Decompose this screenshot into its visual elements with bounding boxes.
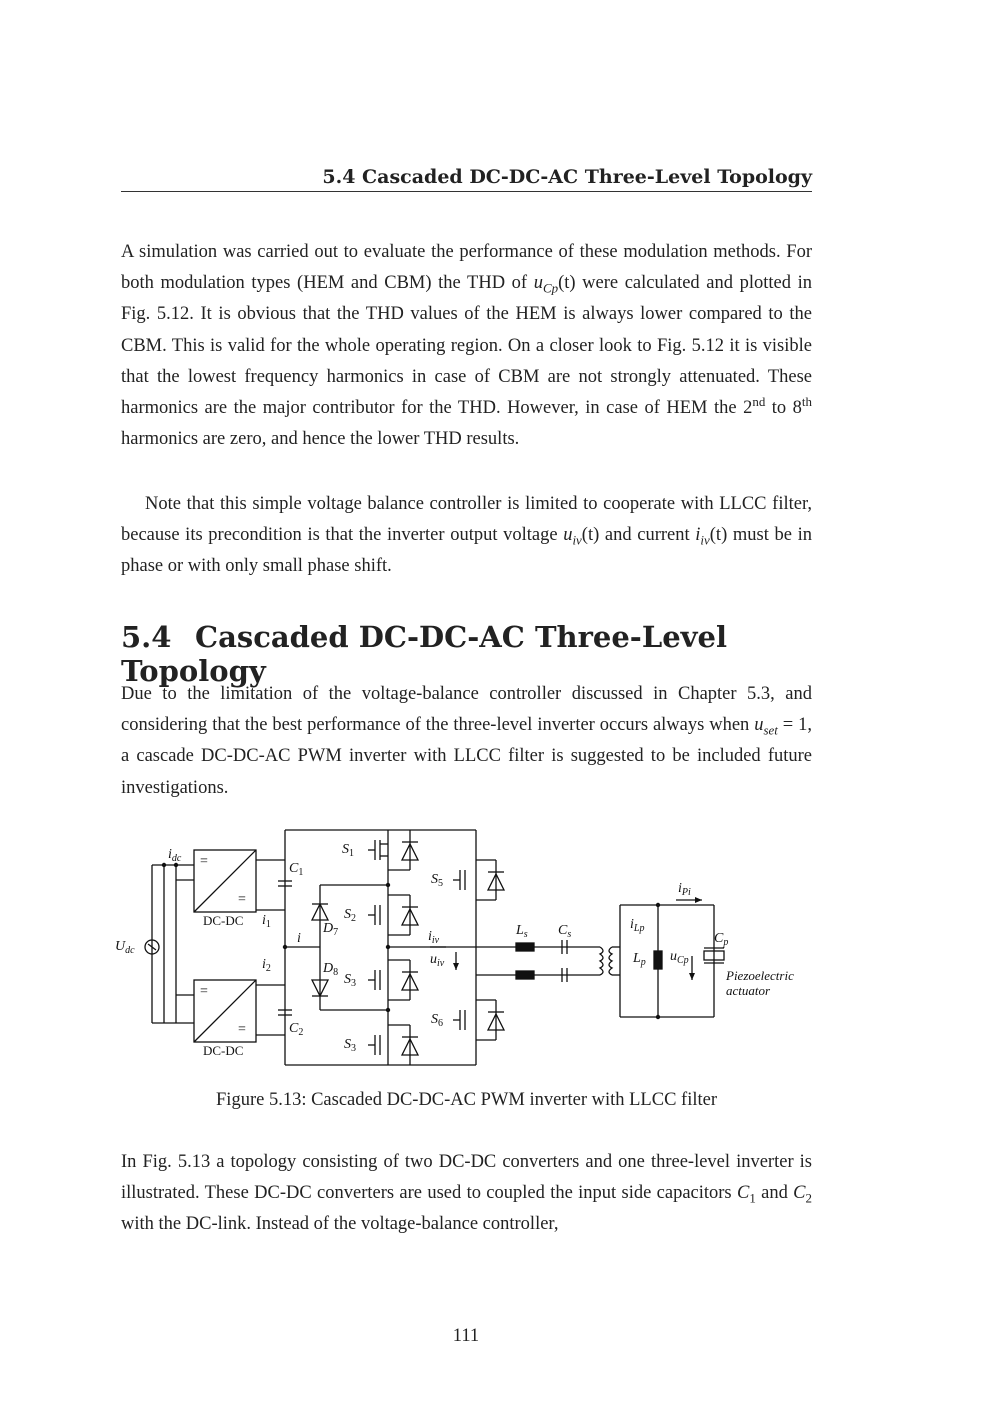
para4-text-4: with the DC-link. Instead of the voltage-balance controller, — [121, 1214, 559, 1235]
label-c2: $C_2$ — [289, 1021, 304, 1038]
section-heading — [121, 620, 821, 688]
para3-text-2: , and considering that the best performance of the three-level inverter occurs always when — [121, 684, 812, 736]
para2-text-3: must be in phase or with only small phase shift. — [121, 525, 812, 577]
math-u: u — [533, 273, 543, 294]
header-rule — [121, 191, 812, 192]
math-sub-iv: iv — [700, 532, 710, 548]
paragraph-cascade-intro — [121, 679, 812, 804]
label-s1: $S_1$ — [342, 842, 354, 859]
label-i: i — [297, 931, 301, 946]
label-d7: $D_7$ — [323, 921, 339, 938]
label-eq-bottom-1: = — [200, 984, 208, 999]
para1-text-1: A simulation was carried out to evaluate the performance of these modulation methods. For both modulation types (HEM and CBM) the THD of — [121, 242, 812, 294]
label-i2: $i_2$ — [262, 957, 271, 974]
label-dcdc-top: DC-DC — [203, 913, 244, 928]
chapter-ref-5-3[interactable]: 5.3 — [747, 684, 771, 704]
label-ipi: $i_{Pi}$ — [678, 881, 691, 898]
math-i: i — [695, 525, 701, 546]
para2-text-2: and current — [599, 525, 696, 546]
label-eq-bottom-2: = — [238, 1022, 246, 1037]
para1-text-5: to 8 — [765, 398, 802, 419]
label-s5: $S_5$ — [431, 872, 443, 889]
paragraph-thd-simulation — [121, 237, 812, 455]
superscript-th: th — [801, 393, 812, 409]
label-idc: $i_{dc}$ — [168, 847, 182, 864]
figure-ref-5-12-second[interactable]: 5.12 — [691, 335, 724, 356]
label-eq-top-1: = — [200, 854, 208, 869]
label-cs: $C_s$ — [558, 923, 572, 940]
math-arg: (t) — [709, 525, 728, 546]
math-c: C — [793, 1183, 806, 1204]
para1-text-6: harmonics are zero, and hence the lower THD results. — [121, 429, 520, 450]
figure-caption: Figure 5.13: Cascaded DC-DC-AC PWM inverter with LLCC filter — [216, 1090, 717, 1110]
para2-text-1: Note that this simple voltage balance controller is limited to cooperate with LLCC filter, because its precondition is that the inverter output voltage — [121, 494, 812, 546]
label-uiv: $u_{iv}$ — [430, 952, 445, 969]
label-s3-lower: $S_3$ — [344, 1037, 356, 1054]
math-sub-cp: Cp — [542, 280, 559, 296]
math-arg: (t) — [581, 525, 600, 546]
para4-text-2: a topology consisting of two DC-DC converters and one three-level inverter is illustrated. These DC-DC converters are used to coupled the input side capacitors — [121, 1152, 813, 1204]
math-sub-iv: iv — [572, 532, 582, 548]
para3-text-1: Due to the limitation of the voltage-balance controller discussed in Chapter — [121, 684, 748, 704]
para4-text-1: In Fig. — [121, 1152, 178, 1172]
label-ucp: $u_{Cp}$ — [670, 949, 689, 966]
label-udc: $U_{dc}$ — [115, 939, 135, 956]
para1-text-2: were calculated and plotted in Fig. — [121, 273, 812, 325]
running-head: 5.4 Cascaded DC-DC-AC Three-Level Topology — [322, 166, 812, 188]
paragraph-balance-controller — [121, 489, 812, 583]
paragraph-topology-description — [121, 1147, 812, 1241]
label-ls: $L_s$ — [516, 923, 528, 940]
page-number: 111 — [452, 1326, 480, 1346]
label-s3: $S_3$ — [344, 972, 356, 989]
math-arg: (t) — [558, 273, 576, 294]
circuit-figure — [110, 820, 820, 1075]
math-sub-1: 1 — [749, 1190, 756, 1206]
para1-text-4: it is visible that the lowest frequency harmonics in case of CBM are not strongly attenuated. These harmonics are the major contributor for the THD. However, in case of HEM the 2 — [121, 335, 813, 419]
para1-text-3: . It is obvious that the THD values of the HEM is always lower compared to the CBM. This is valid for the whole operating region. On a closer look to Fig. — [121, 304, 812, 356]
superscript-nd: nd — [752, 393, 766, 409]
cascaded-inverter-schematic — [110, 820, 820, 1075]
label-iiv: $i_{iv}$ — [428, 929, 440, 946]
label-piezoelectric: Piezoelectric — [726, 968, 794, 983]
para4-text-3: and — [755, 1183, 794, 1204]
label-c1: $C_1$ — [289, 861, 304, 878]
figure-ref-5-12[interactable]: 5.12 — [156, 304, 190, 325]
label-i1: $i_1$ — [262, 913, 271, 930]
math-sub-set: set — [763, 722, 778, 738]
label-s2: $S_2$ — [344, 907, 356, 924]
label-cp: $C_p$ — [714, 931, 729, 948]
para3-text-3: = 1, a cascade DC-DC-AC PWM inverter with LLCC filter is suggested to be included future investigations. — [121, 715, 812, 798]
label-lp: $L_p$ — [633, 951, 646, 968]
math-u: u — [754, 715, 764, 736]
math-sub-2: 2 — [805, 1190, 812, 1206]
math-u: u — [563, 525, 573, 546]
label-d8: $D_8$ — [323, 961, 339, 978]
label-ilp: $i_{Lp}$ — [630, 917, 645, 934]
section-title: Cascaded DC-DC-AC Three-Level Topology — [121, 620, 727, 688]
label-eq-top-2: = — [238, 892, 246, 907]
label-actuator: actuator — [726, 983, 771, 998]
section-number: 5.4 — [121, 620, 172, 654]
label-s6: $S_6$ — [431, 1012, 443, 1029]
figure-ref-5-13[interactable]: 5.13 — [177, 1152, 211, 1172]
math-c: C — [736, 1183, 750, 1204]
label-dcdc-bottom: DC-DC — [203, 1043, 244, 1058]
